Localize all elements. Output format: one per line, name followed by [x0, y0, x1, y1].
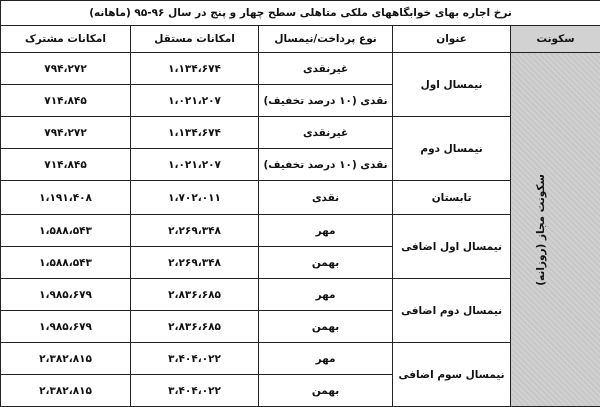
single-cell: ۳،۴۰۴،۰۲۲	[131, 375, 259, 407]
term-cell: نیمسال سوم اضافی	[393, 343, 511, 407]
single-cell: ۱،۰۲۱،۲۰۷	[131, 149, 259, 181]
header-shared-facilities: امکانات مشترک	[1, 26, 131, 53]
shared-cell: ۱،۹۸۵،۶۷۹	[1, 279, 131, 311]
payment-cell: غیرنقدی	[259, 53, 393, 85]
term-cell: نیمسال اول	[393, 53, 511, 117]
header-term: عنوان	[393, 26, 511, 53]
header-payment-type: نوع پرداخت/نیمسال	[259, 26, 393, 53]
payment-cell: مهر	[259, 343, 393, 375]
shared-cell: ۷۱۴،۸۴۵	[1, 149, 131, 181]
payment-cell: بهمن	[259, 247, 393, 279]
single-cell: ۱،۱۳۴،۶۷۴	[131, 53, 259, 85]
payment-cell: نقدی (۱۰ درصد تخفیف)	[259, 85, 393, 117]
shared-cell: ۷۹۴،۲۷۲	[1, 53, 131, 85]
term-cell: نیمسال اول اضافی	[393, 215, 511, 279]
payment-cell: بهمن	[259, 311, 393, 343]
term-cell: نیمسال دوم	[393, 117, 511, 181]
shared-cell: ۷۹۴،۲۷۲	[1, 117, 131, 149]
shared-cell: ۱،۵۸۸،۵۴۳	[1, 215, 131, 247]
payment-cell: غیرنقدی	[259, 117, 393, 149]
section-label: سکونت مجاز (روزانه)	[535, 174, 547, 286]
payment-cell: بهمن	[259, 375, 393, 407]
single-cell: ۲،۲۶۹،۳۴۸	[131, 215, 259, 247]
single-cell: ۱،۰۲۱،۲۰۷	[131, 85, 259, 117]
table-row	[1, 279, 600, 311]
section-cell	[511, 53, 600, 407]
payment-cell: نقدی (۱۰ درصد تخفیف)	[259, 149, 393, 181]
shared-cell: ۲،۳۸۲،۸۱۵	[1, 375, 131, 407]
table-row	[1, 117, 600, 149]
single-cell: ۲،۲۶۹،۳۴۸	[131, 247, 259, 279]
term-cell: نیمسال دوم اضافی	[393, 279, 511, 343]
single-cell: ۲،۸۳۶،۶۸۵	[131, 311, 259, 343]
payment-cell: نقدی	[259, 181, 393, 215]
header-row	[1, 26, 600, 53]
table-row	[1, 181, 600, 215]
payment-cell: مهر	[259, 279, 393, 311]
single-cell: ۳،۴۰۴،۰۲۲	[131, 343, 259, 375]
shared-cell: ۱،۵۸۸،۵۴۳	[1, 247, 131, 279]
table-row	[1, 343, 600, 375]
header-single-facilities: امکانات مستقل	[131, 26, 259, 53]
single-cell: ۱،۱۳۴،۶۷۴	[131, 117, 259, 149]
header-section: سکونت	[511, 26, 600, 53]
table-row	[1, 53, 600, 85]
title-row	[1, 1, 600, 26]
single-cell: ۱،۷۰۲،۰۱۱	[131, 181, 259, 215]
table-title: نرخ اجاره بهای خوابگاههای ملکی متاهلی سطح چهار و پنج در سال ۹۶-۹۵ (ماهانه)	[1, 1, 600, 26]
shared-cell: ۱،۹۸۵،۶۷۹	[1, 311, 131, 343]
shared-cell: ۲،۳۸۲،۸۱۵	[1, 343, 131, 375]
single-cell: ۲،۸۳۶،۶۸۵	[131, 279, 259, 311]
shared-cell: ۷۱۴،۸۴۵	[1, 85, 131, 117]
shared-cell: ۱،۱۹۱،۴۰۸	[1, 181, 131, 215]
payment-cell: مهر	[259, 215, 393, 247]
term-cell: تابستان	[393, 181, 511, 215]
